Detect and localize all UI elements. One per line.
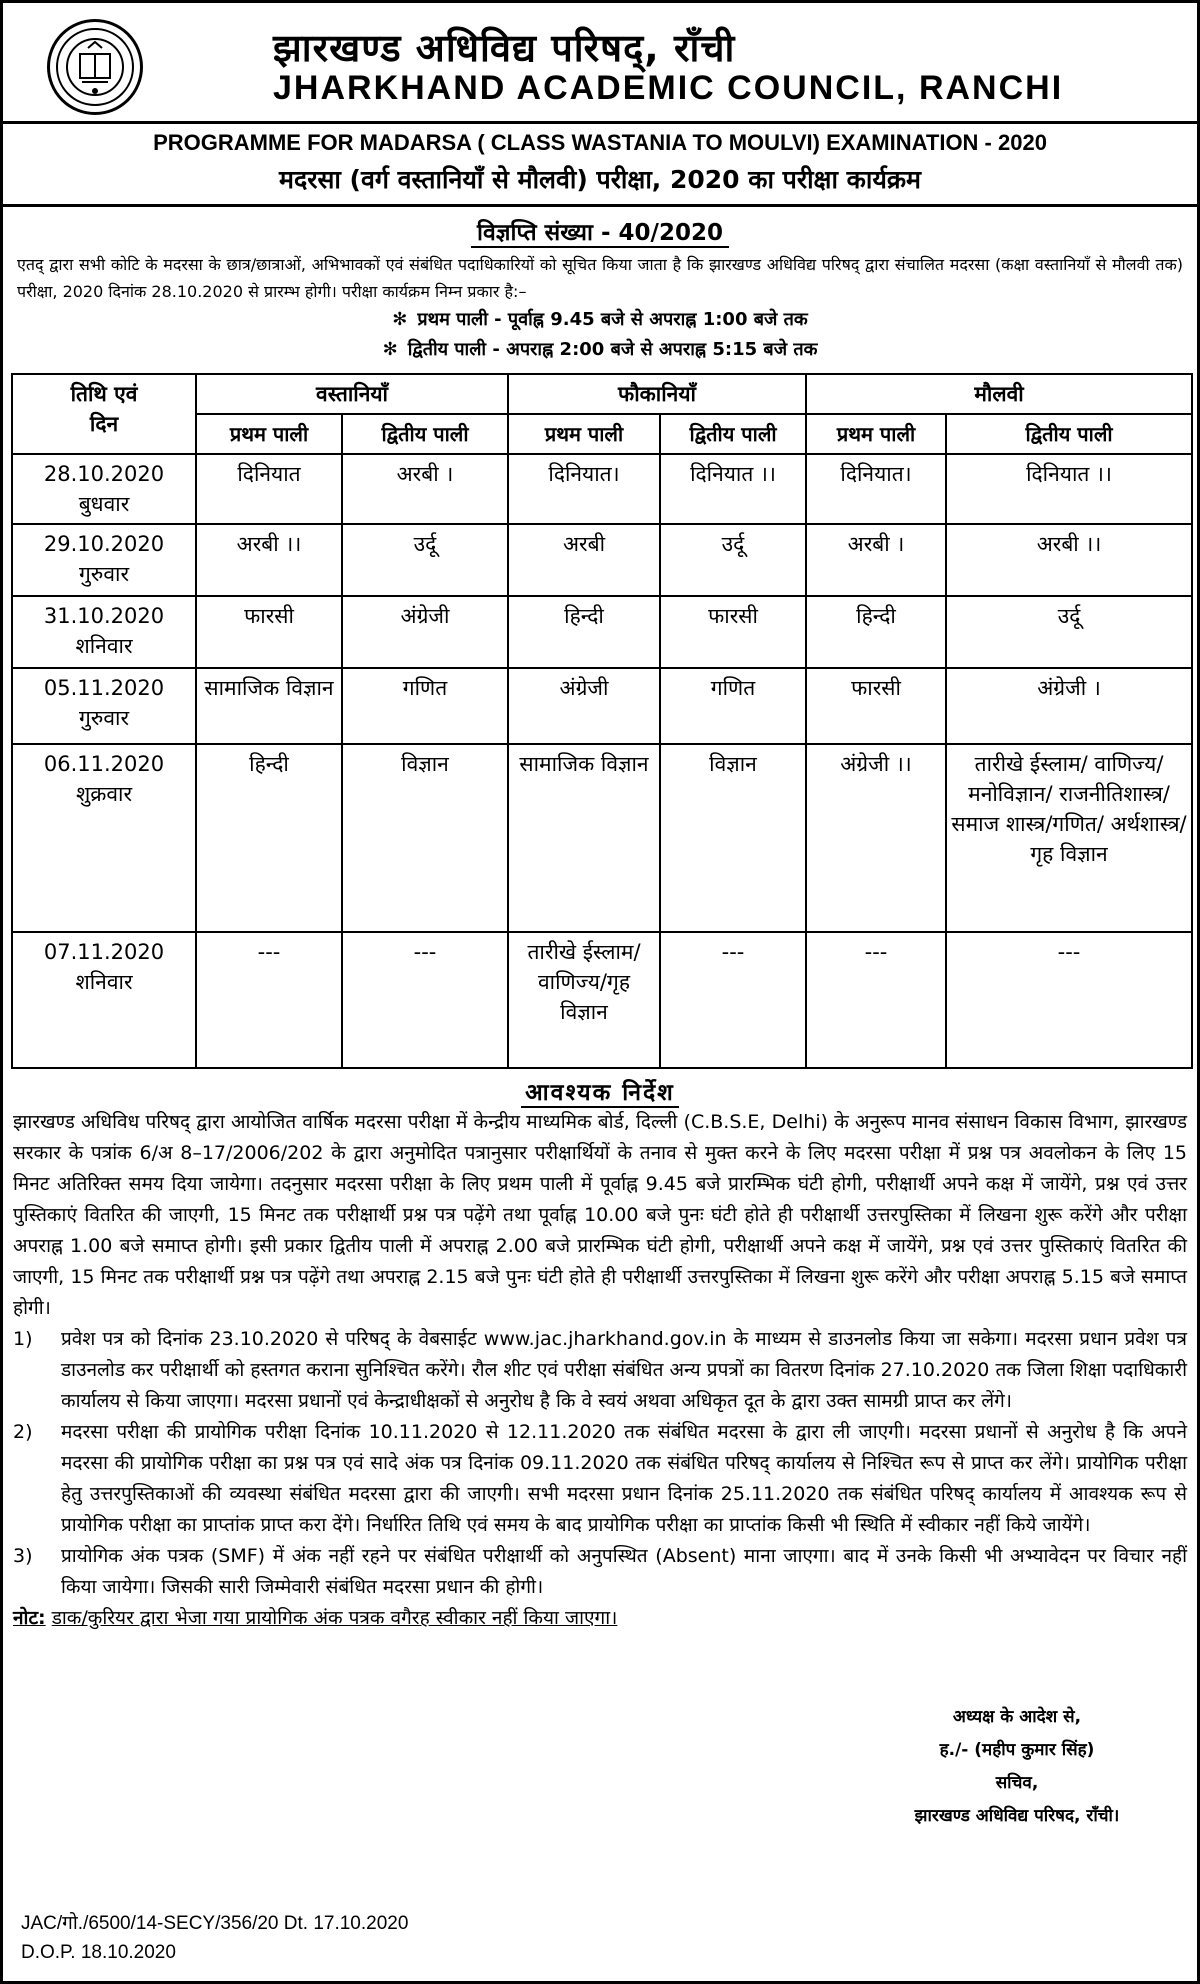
- item-number: 1): [13, 1328, 33, 1350]
- subject-cell: गणित: [660, 668, 806, 744]
- subject-cell: सामाजिक विज्ञान: [508, 744, 660, 932]
- item-number: 3): [13, 1545, 33, 1567]
- row-date: 07.11.2020: [43, 940, 165, 964]
- subject-cell: अरबी ।।: [946, 524, 1192, 596]
- subject-cell: दिनियात: [196, 454, 342, 524]
- shift-header: प्रथम पाली: [196, 414, 342, 454]
- row-date: 29.10.2020: [43, 532, 165, 556]
- class-header-fauqania: फौकानियाँ: [508, 374, 806, 414]
- subject-cell: अरबी: [508, 524, 660, 596]
- date-cell: [12, 454, 196, 524]
- council-name-english: JHARKHAND ACADEMIC COUNCIL, RANCHI: [273, 69, 1064, 107]
- subject-cell: अंग्रेजी ।।: [806, 744, 946, 932]
- signature-line2: ह./- (महीप कुमार सिंह): [939, 1740, 1095, 1760]
- subject-cell: गणित: [342, 668, 508, 744]
- signature-line3: सचिव,: [995, 1773, 1039, 1793]
- subject-cell: हिन्दी: [196, 744, 342, 932]
- subject-cell: अरबी ।: [342, 454, 508, 524]
- subject-cell: फारसी: [660, 596, 806, 668]
- date-header-line1: तिथि एवं: [70, 382, 138, 406]
- row-day: गुरुवार: [78, 706, 130, 730]
- subject-cell: ---: [342, 932, 508, 1068]
- programme-title-english: PROGRAMME FOR MADARSA ( CLASS WASTANIA TO MOULVI) EXAMINATION - 2020: [153, 130, 1047, 155]
- signature-line4: झारखण्ड अधिविद्य परिषद, राँची।: [914, 1806, 1120, 1826]
- date-cell: [12, 744, 196, 932]
- shift-header: प्रथम पाली: [806, 414, 946, 454]
- subject-cell: दिनियात ।।: [660, 454, 806, 524]
- asterisk-icon: ✻: [392, 309, 408, 330]
- subject-cell: अंग्रेजी ।: [946, 668, 1192, 744]
- instructions-title-text: आवश्यक निर्देश: [521, 1080, 679, 1108]
- class-header-wastania: वस्तानियाँ: [196, 374, 508, 414]
- date-cell: [12, 932, 196, 1068]
- emblem-icon: [52, 24, 138, 110]
- row-day: शनिवार: [75, 634, 133, 658]
- item-number: 2): [13, 1421, 33, 1443]
- shift-header: द्वितीय पाली: [660, 414, 806, 454]
- date-cell: [12, 524, 196, 596]
- letter-number: JAC/गो./6500/14-SECY/356/20 Dt. 17.10.2020: [21, 1913, 409, 1934]
- item-text: प्रायोगिक अंक पत्रक (SMF) में अंक नहीं रहने पर संबंधित परीक्षार्थी को अनुपस्थित (Absent) माना जाएगा। बाद में उनके किसी भी अभ्यावेदन पर विचार नहीं किया जायेगा। जिसकी सारी जिम्मेवारी संबंधित मदरसा प्रधान की होगी।: [61, 1545, 1187, 1598]
- subject-cell: उर्दू: [946, 596, 1192, 668]
- subject-cell: फारसी: [806, 668, 946, 744]
- row-day: शनिवार: [75, 970, 133, 994]
- subject-cell: उर्दू: [342, 524, 508, 596]
- subject-cell: ---: [660, 932, 806, 1068]
- note-text: डाक/कुरियर द्वारा भेजा गया प्रायोगिक अंक पत्रक वगैरह स्वीकार नहीं किया जाएगा।: [51, 1607, 618, 1629]
- subject-cell: अंग्रेजी: [508, 668, 660, 744]
- note-label: नोट:: [13, 1607, 46, 1629]
- table-row: [12, 524, 1192, 596]
- signature-block: [877, 1701, 1157, 1833]
- subject-cell: विज्ञान: [660, 744, 806, 932]
- subject-cell: दिनियात।: [806, 454, 946, 524]
- row-day: शुक्रवार: [75, 782, 133, 806]
- date-of-publication: D.O.P. 18.10.2020: [21, 1942, 176, 1963]
- shift-header: द्वितीय पाली: [946, 414, 1192, 454]
- shift-second-text: द्वितीय पाली - अपराह्न 2:00 बजे से अपराह्न 5:15 बजे तक: [407, 339, 818, 360]
- subject-cell: अरबी ।।: [196, 524, 342, 596]
- subject-cell: हिन्दी: [806, 596, 946, 668]
- subject-cell: ---: [196, 932, 342, 1068]
- subject-cell: फारसी: [196, 596, 342, 668]
- subject-cell: ---: [806, 932, 946, 1068]
- subject-cell: अरबी ।: [806, 524, 946, 596]
- table-row: [12, 596, 1192, 668]
- programme-title-bar: [3, 121, 1197, 207]
- list-item: [3, 1541, 1197, 1603]
- subject-cell: हिन्दी: [508, 596, 660, 668]
- intro-paragraph: एतद् द्वारा सभी कोटि के मदरसा के छात्र/छात्राओं, अभिभावकों एवं संबंधित पदाधिकारियों को सूचित किया जाता है कि झारखण्ड अधिविद्य परिषद् द्वारा संचालित मदरसा (कक्षा वस्तानियाँ से मौलवी तक) परीक्षा, 2020 दिनांक 28.10.2020 से प्रारम्भ होगी। परीक्षा कार्यक्रम निम्न प्रकार है:–: [17, 255, 1183, 301]
- table-row: [12, 744, 1192, 932]
- exam-schedule-table: [11, 373, 1193, 1069]
- asterisk-icon: ✻: [382, 339, 398, 360]
- shift-timings: [3, 305, 1197, 365]
- notice-number: [3, 215, 1197, 247]
- row-date: 05.11.2020: [43, 676, 165, 700]
- shift-second: [3, 335, 1197, 365]
- instructions-paragraph: झारखण्ड अधिविध परिषद् द्वारा आयोजित वार्षिक मदरसा परीक्षा में केन्द्रीय माध्यमिक बोर्ड, दिल्ली (C.B.S.E, Delhi) के अनुरूप मानव संसाधन विकास विभाग, झारखण्ड सरकार के पत्रांक 6/अ 8–17/2006/202 के द्वारा अनुमोदित पत्रानुसार परीक्षार्थियों के तनाव से मुक्त करने के लिए मदरसा परीक्षा में प्रश्न पत्र अवलोकन के लिए 15 मिनट अतिरिक्त समय दिया जायेगा। तदनुसार मदरसा परीक्षा के लिए प्रथम पाली में पूर्वाह्न 9.45 बजे प्रारम्भिक घंटी होगी, परीक्षार्थी अपने कक्ष में जायेंगे, प्रश्न एवं उत्तर पुस्तिकाएं वितरित की जाएगी, 15 मिनट तक परीक्षार्थी प्रश्न पत्र पढ़ेंगे तथा पूर्वाह्न 10.00 बजे पुनः घंटी होते ही परीक्षार्थी उत्तरपुस्तिका में लिखना शुरू करेंगे और परीक्षा अपराह्न 1.00 बजे समाप्त होगी। इसी प्रकार द्वितीय पाली में अपराह्न 2.00 बजे प्रारम्भिक घंटी होगी, परीक्षार्थी अपने कक्ष में जायेंगे, प्रश्न एवं उत्तर पुस्तिकाएं वितरित की जाएगी, 15 मिनट तक परीक्षार्थी प्रश्न पत्र पढ़ेंगे तथा अपराह्न 2.15 बजे पुनः घंटी होते ही परीक्षार्थी उत्तरपुस्तिका में लिखना शुरू करेंगे और परीक्षा अपराह्न 5.15 बजे समाप्त होगी।: [13, 1111, 1187, 1319]
- header: [3, 3, 1197, 121]
- shift-first-text: प्रथम पाली - पूर्वाह्न 9.45 बजे से अपराह्न 1:00 बजे तक: [417, 309, 808, 330]
- table-row: [12, 454, 1192, 524]
- table-row: [12, 932, 1192, 1068]
- row-day: गुरुवार: [78, 562, 130, 586]
- date-cell: [12, 596, 196, 668]
- subject-cell: सामाजिक विज्ञान: [196, 668, 342, 744]
- item-text: प्रवेश पत्र को दिनांक 23.10.2020 से परिषद् के वेबसाईट www.jac.jharkhand.gov.in के माध्यम से डाउनलोड किया जा सकेगा। मदरसा प्रधान प्रवेश पत्र डाउनलोड कर परीक्षार्थी को हस्तगत कराना सुनिश्चित करेंगे। रौल शीट एवं परीक्षा संबंधित अन्य प्रपत्रों का वितरण दिनांक 27.10.2020 तक जिला शिक्षा पदाधिकारी कार्यालय से किया जाएगा। मदरसा प्रधानों एवं केन्द्राधीक्षकों से अनुरोध है कि वे स्वयं अथवा अधिकृत दूत के द्वारा उक्त सामग्री प्राप्त कर लेंगे।: [61, 1328, 1188, 1412]
- subject-cell: ---: [946, 932, 1192, 1068]
- subject-cell: दिनियात।: [508, 454, 660, 524]
- instructions-title: [3, 1075, 1197, 1107]
- row-date: 31.10.2020: [43, 604, 165, 628]
- date-header-line2: दिन: [89, 412, 119, 436]
- council-seal-logo: [47, 19, 143, 115]
- notice-number-text: विज्ञप्ति संख्या - 40/2020: [471, 220, 729, 248]
- item-text: मदरसा परीक्षा की प्रायोगिक परीक्षा दिनांक 10.11.2020 से 12.11.2020 तक संबंधित मदरसा के द्वारा ली जाएगी। मदरसा प्रधानों से अनुरोध है कि अपने मदरसा की प्रायोगिक परीक्षा का प्रश्न पत्र एवं सादे अंक पत्र दिनांक 09.11.2020 तक संबंधित परिषद् कार्यालय से निश्चित रूप से प्राप्त कर लेंगे। प्रायोगिक परीक्षा हेतु उत्तरपुस्तिकाओं की व्यवस्था संबंधित मदरसा द्वारा की जाएगी। सभी मदरसा प्रधान दिनांक 25.11.2020 तक संबंधित परिषद् कार्यालय में आवश्यक रूप से प्रायोगिक परीक्षा का प्राप्तांक प्राप्त करा देंगे। निर्धारित तिथि एवं समय के बाद प्रायोगिक परीक्षा का प्राप्तांक किसी भी स्थिति में स्वीकार नहीं किये जायेंगे।: [61, 1421, 1187, 1536]
- note-line: [3, 1603, 1197, 1634]
- council-name-hindi: झारखण्ड अधिविद्य परिषद्, राँची: [273, 26, 736, 70]
- subject-cell: विज्ञान: [342, 744, 508, 932]
- subject-cell: दिनियात ।।: [946, 454, 1192, 524]
- reference-block: [21, 1909, 408, 1967]
- list-item: [3, 1324, 1197, 1417]
- signature-line1: अध्यक्ष के आदेश से,: [952, 1707, 1082, 1727]
- row-date: 28.10.2020: [43, 462, 165, 486]
- table-header-row: [12, 374, 1192, 414]
- shift-header: प्रथम पाली: [508, 414, 660, 454]
- table-row: [12, 668, 1192, 744]
- shift-first: [3, 305, 1197, 335]
- programme-title-hindi: मदरसा (वर्ग वस्तानियाँ से मौलवी) परीक्षा, 2020 का परीक्षा कार्यक्रम: [279, 165, 921, 194]
- subject-cell: अंग्रेजी: [342, 596, 508, 668]
- class-header-moulvi: मौलवी: [806, 374, 1192, 414]
- subject-cell: उर्दू: [660, 524, 806, 596]
- date-cell: [12, 668, 196, 744]
- subject-cell: तारीखे ईस्लाम/ वाणिज्य/मनोविज्ञान/ राजनीतिशास्त्र/समाज शास्त्र/गणित/ अर्थशास्त्र/गृह विज्ञान: [946, 744, 1192, 932]
- subject-cell: तारीखे ईस्लाम/ वाणिज्य/गृह विज्ञान: [508, 932, 660, 1068]
- list-item: [3, 1417, 1197, 1541]
- shift-header: द्वितीय पाली: [342, 414, 508, 454]
- row-date: 06.11.2020: [43, 752, 165, 776]
- date-day-header: [12, 374, 196, 454]
- row-day: बुधवार: [78, 492, 130, 516]
